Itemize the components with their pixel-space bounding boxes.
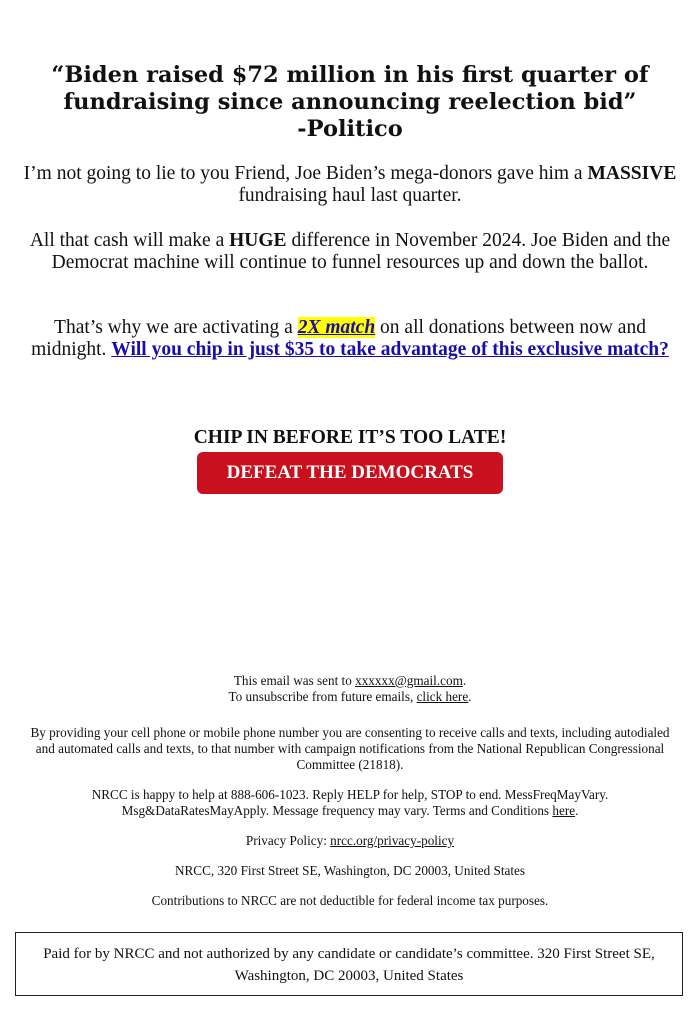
paragraph-match-offer bbox=[22, 317, 678, 361]
p3-text: That’s why we are activating a bbox=[54, 317, 298, 338]
headline-source: -Politico bbox=[297, 116, 403, 142]
p1-emphasis: MASSIVE bbox=[587, 163, 677, 184]
tax-notice: Contributions to NRCC are not deductible for federal income tax purposes. bbox=[151, 893, 549, 908]
chip-in-link[interactable]: Will you chip in just $35 to take advantage of this exclusive match? bbox=[111, 339, 669, 360]
p2-text: All that cash will make a bbox=[29, 230, 230, 251]
defeat-democrats-button[interactable]: DEFEAT THE DEMOCRATS bbox=[197, 452, 503, 494]
p1-text: I’m not going to lie to you Friend, Joe Biden’s mega-donors gave him a bbox=[23, 163, 588, 184]
unsubscribe-link[interactable]: click here bbox=[416, 689, 469, 704]
consent-notice: By providing your cell phone or mobile phone number you are consenting to receive calls and texts, including autodialed and automated calls and texts, to that number with campaign notifications from the National Republican Congressional Committee (21818). bbox=[30, 725, 670, 772]
p1-text-end: fundraising haul last quarter. bbox=[238, 185, 462, 206]
headline-line-2: fundraising since announcing reelection bid” bbox=[63, 89, 637, 115]
sent-to-text: This email was sent to bbox=[233, 673, 356, 688]
recipient-email-link[interactable]: xxxxxx@gmail.com bbox=[355, 673, 463, 688]
p2-emphasis: HUGE bbox=[229, 230, 287, 251]
help-period: . bbox=[575, 803, 579, 818]
address-line: NRCC, 320 First Street SE, Washington, DC 20003, United States bbox=[174, 863, 525, 878]
headline bbox=[40, 62, 660, 143]
privacy-label: Privacy Policy: bbox=[245, 833, 331, 848]
footer-email-notice bbox=[20, 673, 680, 705]
p2-text-end: difference in November 2024. Joe Biden and the Democrat machine will continue to funnel resources up and down the ballot. bbox=[51, 230, 671, 273]
p3-text-middle: on all donations between now and midnight. bbox=[31, 317, 646, 360]
paragraph-cash-difference bbox=[22, 230, 678, 274]
paid-for-disclaimer: Paid for by NRCC and not authorized by any candidate or candidate’s committee. 320 First Street SE, Washington, DC 20003, United States bbox=[15, 932, 683, 996]
privacy-policy-line bbox=[20, 833, 680, 849]
help-notice bbox=[20, 787, 680, 819]
paragraph-mega-donors bbox=[22, 163, 678, 207]
terms-link[interactable]: here bbox=[552, 803, 576, 818]
match-link[interactable]: 2X match bbox=[297, 317, 376, 338]
help-text: NRCC is happy to help at 888-606-1023. Reply HELP for help, STOP to end. MessFreqMayVary. Msg&DataRatesMayApply. Message frequency may vary. Terms and Conditions bbox=[91, 787, 609, 818]
unsubscribe-text: To unsubscribe from future emails, bbox=[228, 689, 417, 704]
cta-heading: CHIP IN BEFORE IT’S TOO LATE! bbox=[193, 427, 507, 448]
unsubscribe-line bbox=[20, 689, 680, 705]
sent-to-line bbox=[20, 673, 680, 689]
sent-to-period: . bbox=[462, 673, 467, 688]
headline-line-1: “Biden raised $72 million in his first quarter of bbox=[51, 62, 649, 88]
privacy-policy-link[interactable]: nrcc.org/privacy-policy bbox=[330, 833, 455, 848]
unsubscribe-period: . bbox=[468, 689, 472, 704]
